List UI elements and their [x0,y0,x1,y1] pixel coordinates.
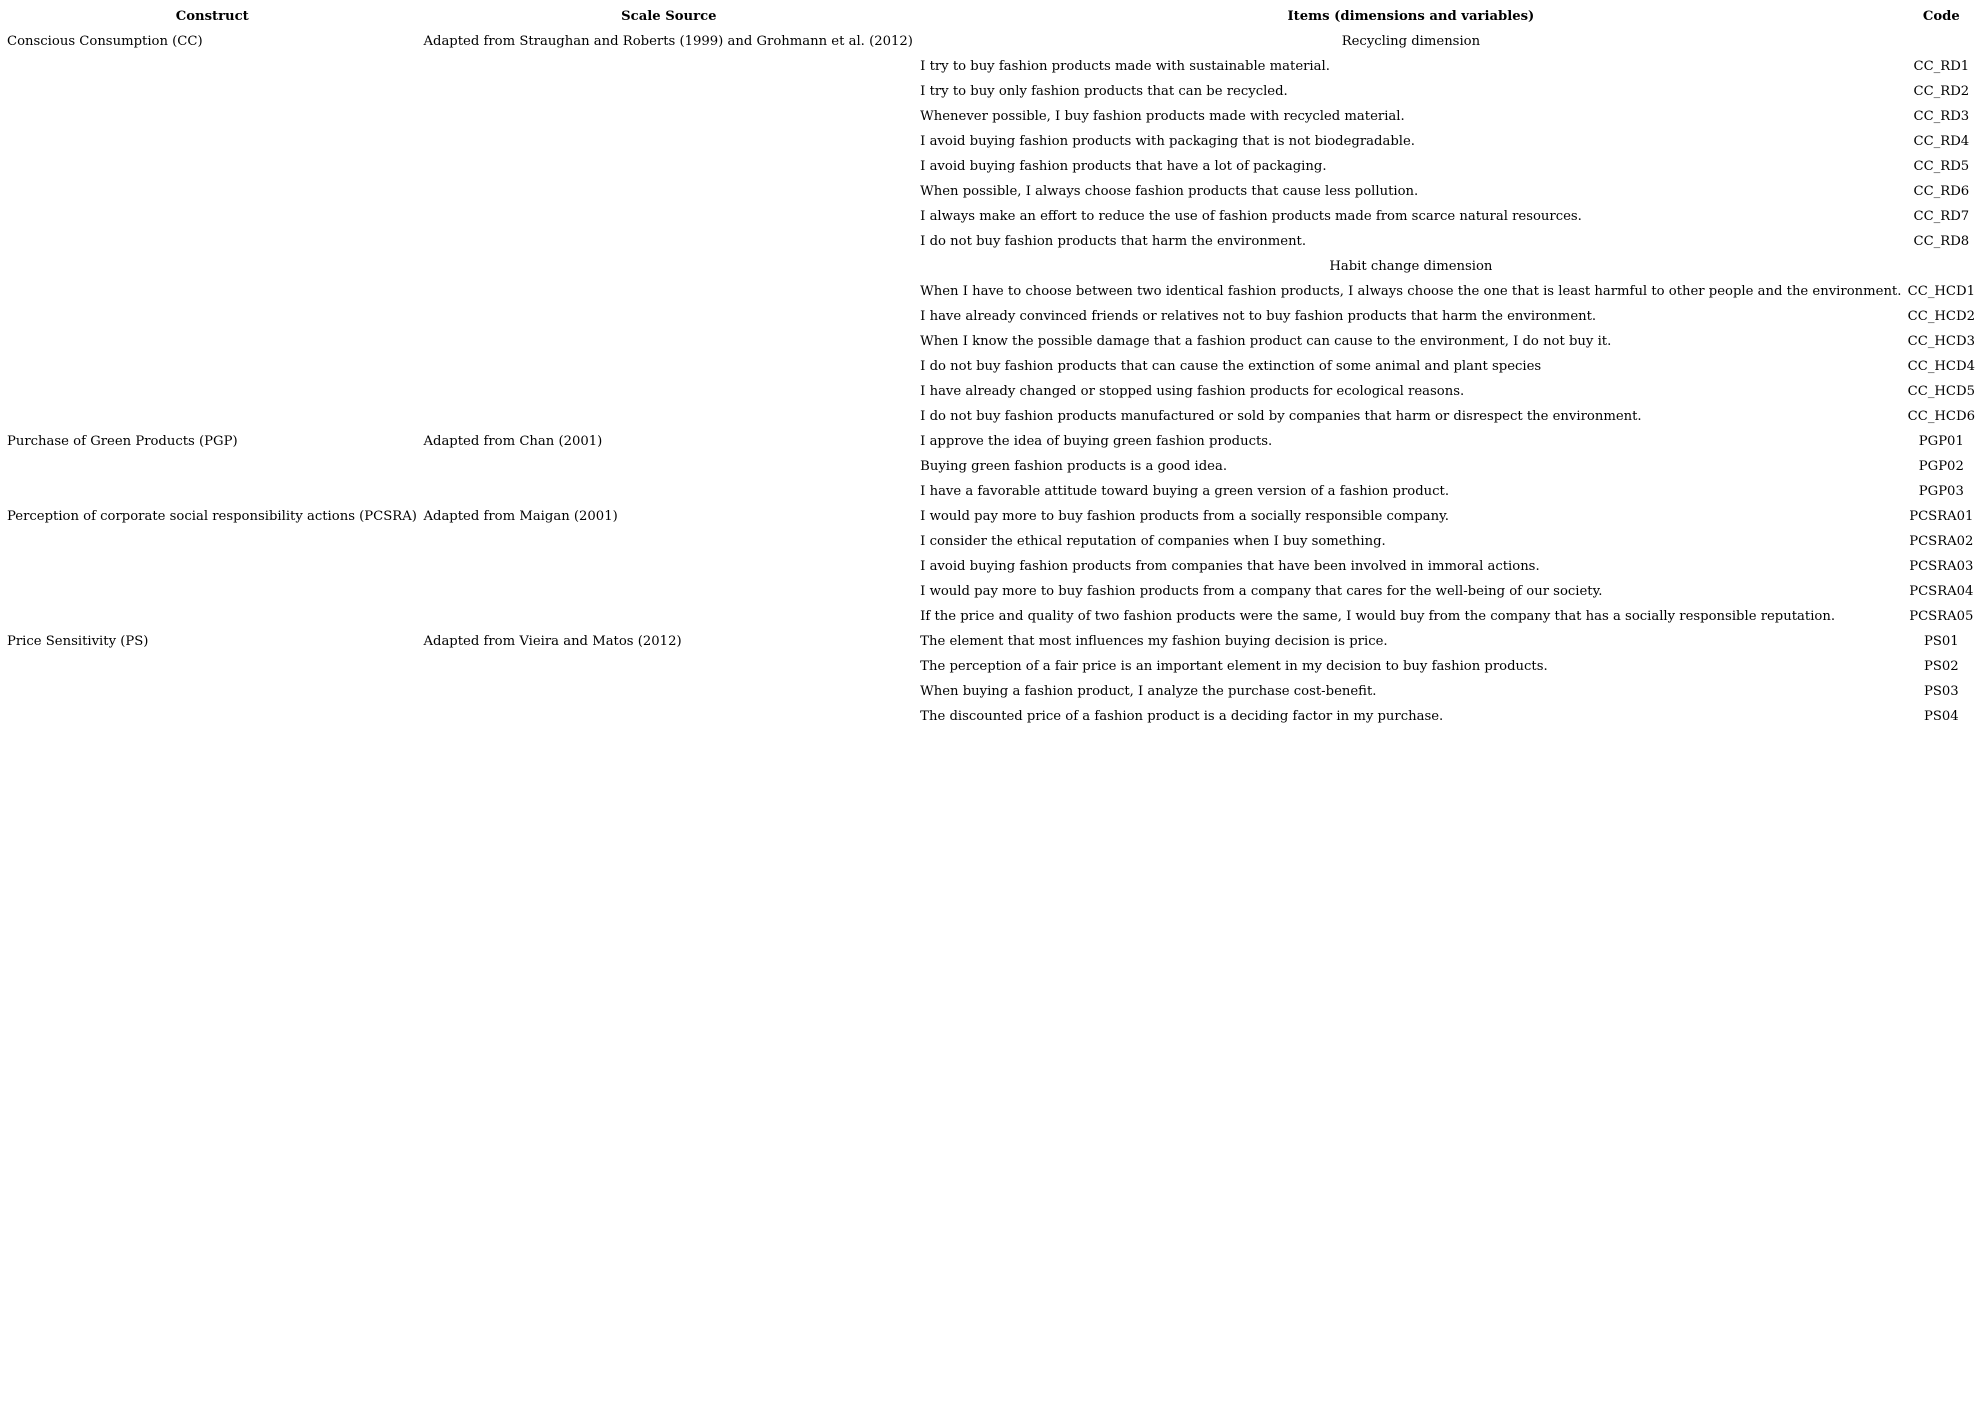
item-cell: The element that most influences my fashion buying decision is price. [920,634,1388,649]
construct-cell: Conscious Consumption (CC) [7,34,203,49]
item-cell: The discounted price of a fashion product is a deciding factor in my purchase. [920,709,1444,724]
header-scale-source: Scale Source [621,9,717,24]
code-cell: CC_HCD6 [1907,409,1975,424]
construct-cell [4,529,420,554]
table-row [4,479,1978,504]
scale-source-cell [420,404,917,429]
construct-cell [4,79,420,104]
construct-cell [4,104,420,129]
code-cell: PGP01 [1918,434,1964,449]
scale-source-cell: Adapted from Maigan (2001) [423,509,618,524]
table-row [4,354,1978,379]
item-cell: I do not buy fashion products that harm the environment. [920,234,1307,249]
scale-source-cell [420,579,917,604]
code-cell: PGP02 [1918,459,1964,474]
construct-cell [4,154,420,179]
table-row [4,679,1978,704]
construct-cell [4,604,420,629]
construct-cell [4,229,420,254]
construct-cell: Perception of corporate social responsibility actions (PCSRA) [7,509,417,524]
item-cell: Buying green fashion products is a good idea. [920,459,1228,474]
item-cell: The perception of a fair price is an important element in my decision to buy fashion products. [920,659,1548,674]
table-row [4,554,1978,579]
scale-source-cell [420,254,917,279]
scale-source-cell [420,304,917,329]
item-cell: I avoid buying fashion products that have a lot of packaging. [920,159,1327,174]
code-cell: PCSRA04 [1909,584,1974,599]
code-cell: PGP03 [1918,484,1964,499]
code-cell [1905,254,1978,279]
code-cell: PS02 [1923,659,1959,674]
table-row [4,29,1978,54]
item-cell: I would pay more to buy fashion products from a company that cares for the well-being of our society. [920,584,1603,599]
item-cell: I do not buy fashion products manufactured or sold by companies that harm or disrespect the environment. [920,409,1642,424]
construct-cell [4,379,420,404]
scale-source-cell [420,354,917,379]
scale-source-cell [420,679,917,704]
table-row [4,104,1978,129]
scale-table [4,4,1978,729]
table-row [4,579,1978,604]
construct-cell [4,679,420,704]
construct-cell [4,204,420,229]
item-cell: When buying a fashion product, I analyze the purchase cost-benefit. [920,684,1377,699]
item-cell: I consider the ethical reputation of companies when I buy something. [920,534,1386,549]
code-cell: PCSRA05 [1909,609,1974,624]
scale-source-cell [420,454,917,479]
scale-source-cell [420,154,917,179]
scale-source-cell: Adapted from Vieira and Matos (2012) [423,634,682,649]
code-cell: PS04 [1923,709,1959,724]
header-construct: Construct [175,9,249,24]
item-cell: When possible, I always choose fashion products that cause less pollution. [920,184,1419,199]
scale-source-cell [420,604,917,629]
table-row [4,129,1978,154]
construct-cell [4,329,420,354]
table-row [4,704,1978,729]
code-cell: CC_RD2 [1913,84,1970,99]
code-cell: PCSRA02 [1909,534,1974,549]
table-row [4,154,1978,179]
table-body [4,29,1978,729]
item-cell: I have a favorable attitude toward buying a green version of a fashion product. [920,484,1450,499]
construct-cell [4,479,420,504]
scale-source-cell [420,54,917,79]
table-row [4,254,1978,279]
construct-cell [4,454,420,479]
scale-source-cell [420,79,917,104]
item-cell: I always make an effort to reduce the use of fashion products made from scarce natural resources. [920,209,1582,224]
item-cell: I avoid buying fashion products with packaging that is not biodegradable. [920,134,1415,149]
scale-source-cell [420,229,917,254]
item-cell: I have already convinced friends or relatives not to buy fashion products that harm the environment. [920,309,1597,324]
table-row [4,54,1978,79]
item-cell: I have already changed or stopped using fashion products for ecological reasons. [920,384,1465,399]
construct-cell [4,554,420,579]
table-row [4,404,1978,429]
scale-source-cell [420,479,917,504]
scale-source-cell [420,379,917,404]
construct-cell [4,304,420,329]
construct-cell [4,404,420,429]
table-row [4,279,1978,304]
construct-cell [4,654,420,679]
scale-source-cell [420,104,917,129]
table-header [4,4,1978,29]
code-cell: PCSRA03 [1909,559,1974,574]
table-row [4,629,1978,654]
table-row [4,229,1978,254]
construct-cell [4,704,420,729]
code-cell: CC_RD1 [1913,59,1970,74]
scale-source-cell [420,704,917,729]
header-row [4,4,1978,29]
code-cell: CC_RD4 [1913,134,1970,149]
scale-source-cell [420,554,917,579]
header-code: Code [1922,9,1960,24]
code-cell: CC_HCD1 [1907,284,1975,299]
table-row [4,79,1978,104]
code-cell: CC_RD8 [1913,234,1970,249]
code-cell: CC_RD6 [1913,184,1970,199]
scale-source-cell: Adapted from Chan (2001) [423,434,603,449]
table-row [4,504,1978,529]
construct-cell: Purchase of Green Products (PGP) [7,434,238,449]
scale-source-cell [420,329,917,354]
item-cell: I try to buy only fashion products that can be recycled. [920,84,1288,99]
code-cell: CC_HCD2 [1907,309,1975,324]
construct-cell [4,54,420,79]
header-items: Items (dimensions and variables) [1287,9,1535,24]
item-cell: I do not buy fashion products that can cause the extinction of some animal and plant species [920,359,1542,374]
code-cell: CC_HCD5 [1907,384,1975,399]
scale-source-cell [420,654,917,679]
item-cell: When I know the possible damage that a fashion product can cause to the environment, I do not buy it. [920,334,1612,349]
table-row [4,529,1978,554]
item-cell: I approve the idea of buying green fashion products. [920,434,1273,449]
table-row [4,204,1978,229]
table-row [4,304,1978,329]
table-row [4,604,1978,629]
construct-cell [4,179,420,204]
code-cell [1905,29,1978,54]
scale-source-cell: Adapted from Straughan and Roberts (1999) and Grohmann et al. (2012) [423,34,913,49]
construct-cell: Price Sensitivity (PS) [7,634,149,649]
code-cell: PS03 [1923,684,1959,699]
table-row [4,454,1978,479]
table-row [4,379,1978,404]
item-cell: I avoid buying fashion products from companies that have been involved in immoral actions. [920,559,1540,574]
construct-cell [4,254,420,279]
construct-cell [4,579,420,604]
dimension-heading: Habit change dimension [1329,259,1493,274]
table-row [4,329,1978,354]
dimension-heading: Recycling dimension [1341,34,1481,49]
item-cell: Whenever possible, I buy fashion products made with recycled material. [920,109,1405,124]
construct-cell [4,279,420,304]
item-cell: I try to buy fashion products made with sustainable material. [920,59,1330,74]
item-cell: When I have to choose between two identical fashion products, I always choose the one that is least harmful to other people and the environment. [920,284,1902,299]
table-row [4,654,1978,679]
scale-source-cell [420,129,917,154]
code-cell: PCSRA01 [1909,509,1974,524]
construct-cell [4,354,420,379]
item-cell: If the price and quality of two fashion products were the same, I would buy from the company that has a socially responsible reputation. [920,609,1836,624]
scale-source-cell [420,279,917,304]
code-cell: CC_RD3 [1913,109,1970,124]
table-row [4,179,1978,204]
code-cell: CC_RD5 [1913,159,1970,174]
construct-cell [4,129,420,154]
item-cell: I would pay more to buy fashion products from a socially responsible company. [920,509,1449,524]
code-cell: CC_HCD4 [1907,359,1975,374]
code-cell: PS01 [1923,634,1959,649]
scale-source-cell [420,179,917,204]
scale-source-cell [420,529,917,554]
code-cell: CC_HCD3 [1907,334,1975,349]
table-row [4,429,1978,454]
scale-source-cell [420,204,917,229]
code-cell: CC_RD7 [1913,209,1970,224]
